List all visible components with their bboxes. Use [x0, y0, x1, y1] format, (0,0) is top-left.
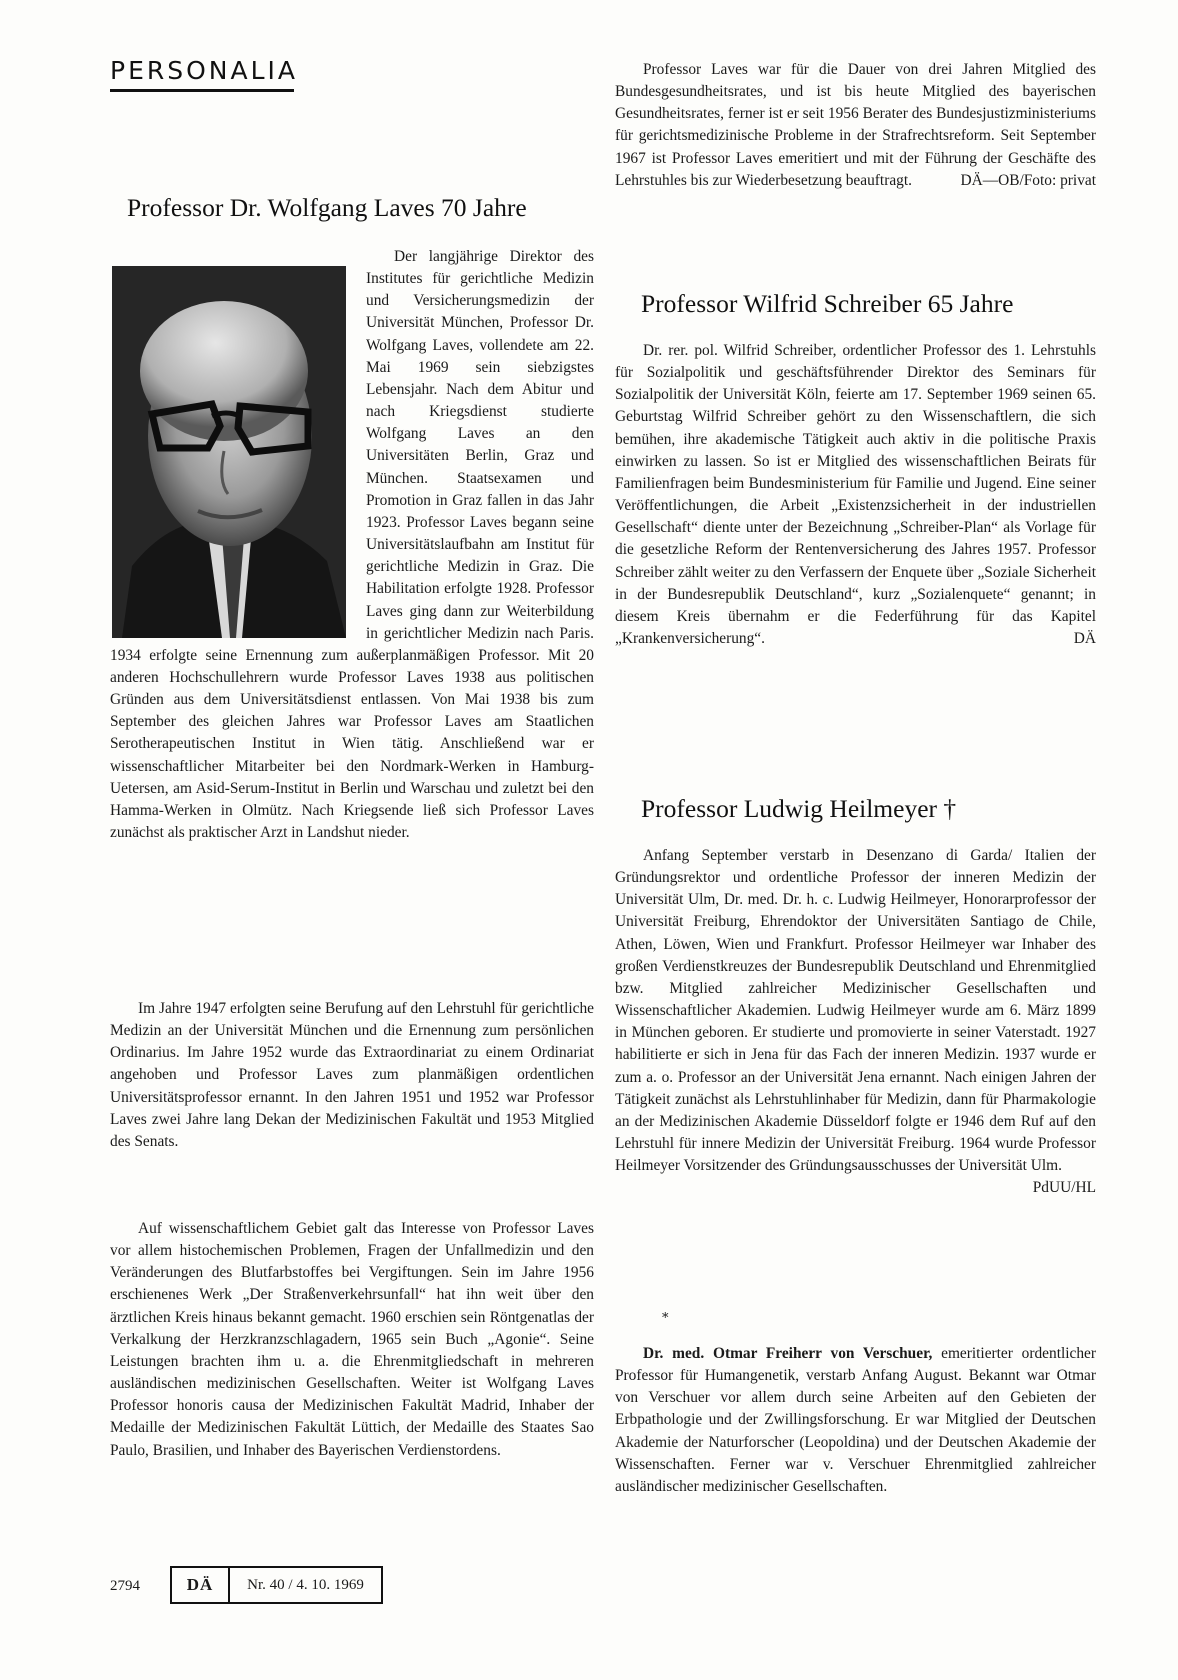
photo-text-wrap: [110, 246, 366, 624]
article1-paragraph-1: Der langjährige Direktor des Institutes für gerichtliche Medizin und Versicherungsmedizin der Universität München, Professor Dr. Wolfgang Laves, vollendete am 22. Mai 1969 sein siebzigstes Lebensjahr. Nach dem Abitur und nach Kriegsdienst studierte Wolfgang Laves an den Universitäten Berlin, Graz und München. Staatsexamen und Promotion in Graz fallen in das Jahr 1923. Professor Laves begann seine Universitätslaufbahn am Institut für gerichtliche Medizin in Graz. Die Habilitation erfolgte 1928. Professor Laves ging dann zur Weiterbildung in gerichtlicher Medizin nach Paris. 1934 erfolgte seine Ernennung zum außerplanmäßigen Professor. Mit 20 anderen Hochschullehrern wurde Professor Laves 1938 aus politischen Gründen aus dem Universitätsdienst entlassen. Von Mai 1938 bis zum September des gleichen Jahres war Professor Laves am Staatlichen Serotherapeutischen Institut in Wien tätig. Anschließend war er wissenschaftlicher Mitarbeiter bei den Nordmark-Werken in Hamburg-Uetersen, am Asid-Serum-Institut in Berlin und Warschau und zuletzt bei den Hamma-Werken in Olmütz. Nach Kriegsende ließ sich Professor Laves zunächst als praktischer Arzt in Landshut nieder.: [110, 248, 594, 842]
journal-logo: DÄ: [172, 1568, 230, 1602]
article2-credit: DÄ: [1073, 630, 1096, 648]
section-rubric: PERSONALIA: [110, 56, 294, 92]
article3-paragraph: Anfang September verstarb in Desenzano di Garda/ Italien der Gründungsrektor und ordentliche Professor der inneren Medizin der Universität Ulm, Dr. med. Dr. h. c. Ludwig Heilmeyer, Honorarprofessor der Universität Freiburg, Ehrendoktor der Universitäten Santiago de Chile, Athen, Löwen, Wien und Frankfurt. Professor Heilmeyer war Inhaber des großen Verdienstkreuzes der Bundesrepublik Deutschland und Ehrenmitglied bzw. Mitglied zahlreicher Medizinischer Gesellschaften und Wissenschaftlicher Akademien. Ludwig Heilmeyer wurde am 6. März 1899 in München geboren. Er studierte und promovierte in seiner Vaterstadt. 1927 habilitierte er sich in Jena für das Fach der inneren Medizin. 1937 wurde er zum a. o. Professor an der Universität Jena ernannt. Nach einigen Jahren der Tätigkeit zunächst als Lehrstuhlinhaber für Medizin, dann für Pharmakologie an der Medizinischen Akademie Düsseldorf folgte er 1946 dem Ruf auf den Lehrstuhl für innere Medizin der Universität Freiburg. 1964 wurde Professor Heilmeyer Vorsitzender des Gründungsausschusses der Universität Ulm. PdUU/HL: [615, 845, 1096, 1200]
article4-paragraph: Dr. med. Otmar Freiherr von Verschuer, emeritierter ordentlicher Professor für Humangenetik, verstarb Anfang August. Bekannt war Otmar von Verschuer vor allem durch seine Arbeiten auf den Gebieten der Erbpathologie und der Zwillingsforschung. Er war Mitglied der Deutschen Akademie der Naturforscher (Leopoldina) und der Deutschen Akademie der Wissenschaften. Ferner war v. Verschuer Ehrenmitglied zahlreicher ausländischer medizinischer Gesellschaften.: [615, 1345, 1097, 1495]
article1-credit: DÄ—OB/Foto: privat: [960, 171, 1096, 189]
article1-title: Professor Dr. Wolfgang Laves 70 Jahre: [127, 193, 527, 222]
page-number: 2794: [110, 1578, 140, 1594]
article2-title: Professor Wilfrid Schreiber 65 Jahre: [641, 289, 1014, 318]
separator-star: *: [662, 1311, 669, 1326]
article3-credit: PdUU/HL: [1032, 1179, 1096, 1197]
article1-paragraph-3: Auf wissenschaftlichem Gebiet galt das Interesse von Professor Laves vor allem histochemischen Problemen, Fragen der Unfallmedizin und den Veränderungen des Blutfarbstoffes bei Vergiftungen. Sein im Jahre 1956 erschienenes Werk „Der Straßenverkehrsunfall“ hat ihn weit über den ärztlichen Kreis hinaus bekannt gemacht. 1960 erschien sein Röntgenatlas der Verkalkung der Herzkranzschlagadern, 1965 sein Buch „Agonie“. Seine Leistungen brachten ihm u. a. die Ehrenmitgliedschaft in mehreren ausländischen medizinischen Gesellschaften. Weiter ist Wolfgang Laves Professor honoris causa der Medizinischen Fakultät Madrid, Inhaber der Medaille der Medizinischen Fakultät Lüttich, der Medaille des Staates Sao Paulo, Brasilien, und Inhaber des Bayerischen Verdienstordens.: [110, 1220, 594, 1459]
article3-title: Professor Ludwig Heilmeyer †: [641, 794, 957, 823]
article4-name: Dr. med. Otmar Freiherr von Verschuer,: [643, 1345, 933, 1362]
article2-paragraph: Dr. rer. pol. Wilfrid Schreiber, ordentlicher Professor des 1. Lehrstuhls für Sozialpolitik und geschäftsführender Direktor des Seminars für Sozialpolitik der Universität Köln, feierte am 17. September 1969 seinen 65. Geburtstag Wilfrid Schreiber gehört zu den Wissenschaftlern, die sich bemühen, ihre akademische Tätigkeit auch aktiv in die politische Praxis einwirken zu lassen. So ist er Mitglied des wissenschaftlichen Beirats für Familienfragen beim Bundesministerium für Familie und Jugend. Eine seiner Veröffentlichungen, die Arbeit „Existenzsicherheit in der industriellen Gesellschaft“ diente unter der Bezeichnung „Schreiber-Plan“ als Vorlage für die gesetzliche Reform der Rentenversicherung des Jahres 1957. Professor Schreiber zählt weiter zu den Verfassern der Enquete über „Soziale Sicherheit in der Bundesrepublik Deutschland“, kurz „Sozialenquete“ genannt; in diesem Kreis übernahm er die Federführung für das Kapitel „Krankenversicherung“. DÄ: [615, 340, 1096, 650]
article1-paragraph-4: Professor Laves war für die Dauer von drei Jahren Mitglied des Bundesgesundheitsrates, und ist bis heute Mitglied des bayerischen Gesundheitsrates, ferner ist er seit 1956 Berater des Bundesjustizministeriums für gerichtsmedizinische Probleme in der Strafrechtsreform. Seit September 1967 ist Professor Laves emeritiert und mit der Führung der Geschäfte des Lehrstuhles bis zur Wiederbesetzung beauftragt. DÄ—OB/Foto: privat: [615, 59, 1096, 192]
issue-label: Nr. 40 / 4. 10. 1969: [247, 1576, 364, 1593]
issue-box: [170, 1566, 383, 1604]
article1-paragraph-2: Im Jahre 1947 erfolgten seine Berufung auf den Lehrstuhl für gerichtliche Medizin an der Universität München und die Ernennung zum persönlichen Ordinarius. Im Jahre 1952 wurde das Extraordinariat zu einem Ordinariat angehoben und Professor Laves zum planmäßigen ordentlichen Universitätsprofessor ernannt. In den Jahren 1951 und 1952 war Professor Laves zwei Jahre lang Dekan der Medizinischen Fakultät und 1953 Mitglied des Senats.: [110, 1000, 594, 1150]
